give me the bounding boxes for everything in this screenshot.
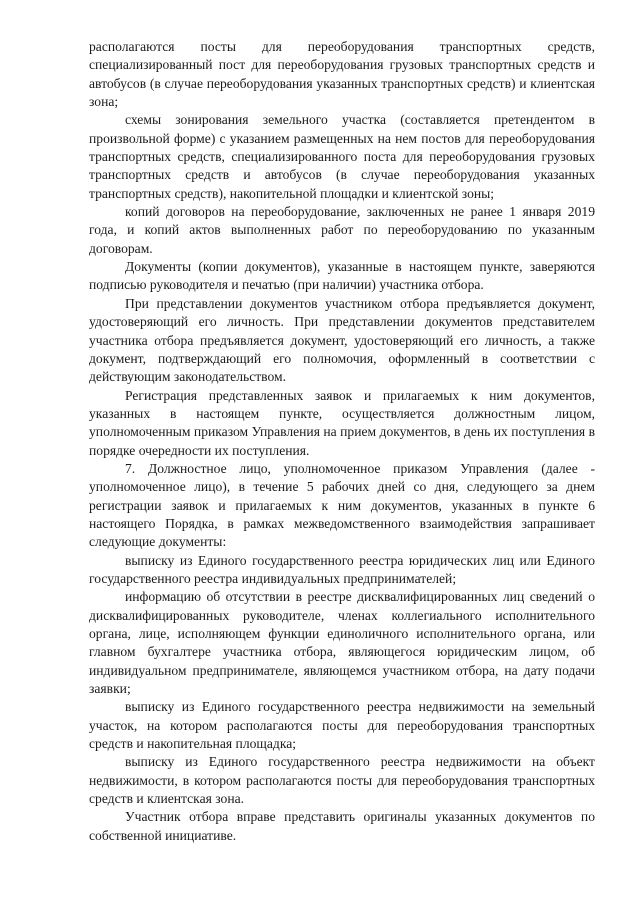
paragraph-identity-documents: При представлении документов участником отбора предъявляется документ, удостоверяющий его личность. При представлении документов представителем участника отбора предъявляется документ, удостоверяющий его личность, а также документ, подтверждающий его полномочия, оформленный в соответствии с действующим законодательством. (89, 295, 595, 385)
paragraph-registration: Регистрация представленных заявок и прилагаемых к ним документов, указанных в настоящем пункте, осуществляется должностным лицом, уполномоченным приказом Управления на прием документов, в день их поступления в порядке очередности их поступления. (89, 387, 595, 458)
paragraph-continuation: располагаются посты для переоборудования транспортных средств, специализированный пост для переоборудования грузовых транспортных средств и автобусов (в случае переоборудования указанных транспортных средств) и клиентская зона; (89, 39, 595, 110)
paragraph-item-7: 7. Должностное лицо, уполномоченное приказом Управления (далее - уполномоченное лицо), в течение 5 рабочих дней со дня, следующего за днем регистрации заявок и прилагаемых к ним документов, указанных в пункте 6 настоящего Порядка, в рамках межведомственного взаимодействия запрашивает следующие документы: (89, 460, 595, 550)
document-page (89, 38, 595, 845)
paragraph-land-registry-extract: выписку из Единого государственного реестра недвижимости на земельный участок, на котором располагаются посты для переоборудования транспортных средств и накопительная площадка; (89, 699, 595, 752)
paragraph-property-registry-extract: выписку из Единого государственного реестра недвижимости на объект недвижимости, в котором располагаются посты для переоборудования транспортных средств и клиентская зона. (89, 754, 595, 807)
paragraph-disqualified-registry: информацию об отсутствии в реестре дисквалифицированных лиц сведений о дисквалифицированных руководителе, членах коллегиального исполнительного органа, лице, исполняющем функции единоличного исполнительного органа, или главном бухгалтере участника отбора, являющегося юридическим лицом, об индивидуальном предпринимателе, являющемся участником отбора, на дату подачи заявки; (89, 589, 595, 697)
paragraph-documents-certification: Документы (копии документов), указанные в настоящем пункте, заверяются подписью руководителя и печатью (при наличии) участника отбора. (89, 259, 595, 293)
paragraph-zoning-scheme: схемы зонирования земельного участка (составляется претендентом в произвольной форме) с указанием размещенных на нем постов для переоборудования транспортных средств, специализированного поста для переоборудования грузовых транспортных средств и автобусов (в случае переоборудования указанных транспортных средств), накопительной площадки и клиентской зоны; (89, 112, 595, 201)
paragraph-egrul-extract: выписку из Единого государственного реестра юридических лиц или Единого государственного реестра индивидуальных предпринимателей; (89, 552, 595, 586)
paragraph-originals-initiative: Участник отбора вправе представить оригиналы указанных документов по собственной инициативе. (89, 809, 595, 843)
paragraph-contracts-copies: копий договоров на переоборудование, заключенных не ранее 1 января 2019 года, и копий актов выполненных работ по переоборудованию по указанным договорам. (89, 204, 595, 256)
